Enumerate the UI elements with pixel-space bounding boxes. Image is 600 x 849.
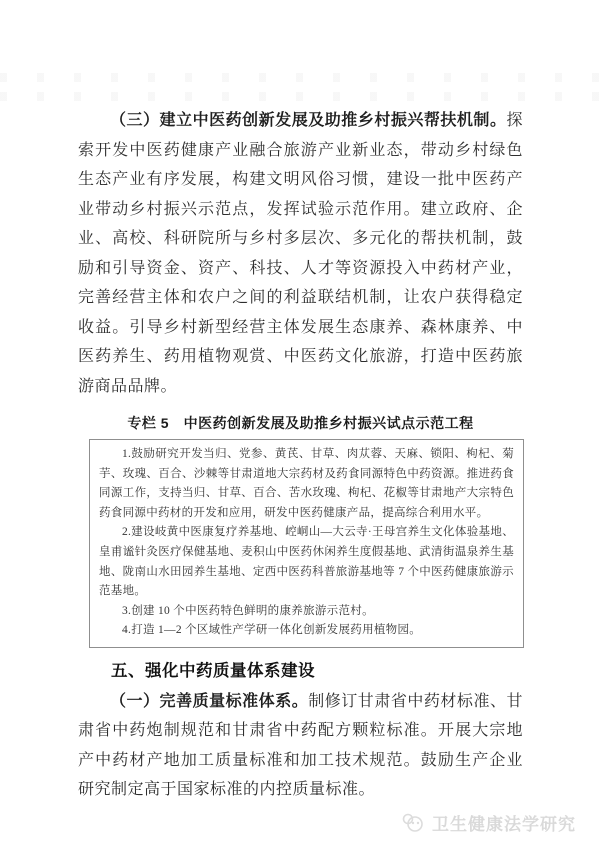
policy-box <box>89 439 524 648</box>
faint-scan-artifact-row <box>0 92 600 101</box>
para-quality <box>78 687 523 805</box>
box-item: 4.打造 1—2 个区域性产学研一体化创新发展药用植物园。 <box>122 624 422 637</box>
box-item: 1.鼓励研究开发当归、党参、黄芪、甘草、肉苁蓉、天麻、锁阳、枸杞、菊芋、玫瑰、百合、沙棘等甘肃道地大宗药材及药食同源特色中药资源。推进药食同源工作，支持当归、甘草、百合、苦水玫瑰、枸杞、花椒等甘肃地产大宗特色药食同源中药材的开发和应用，研发中医药健康产品，提高综合利用水平。 <box>99 448 514 519</box>
para-mechanism <box>78 106 523 401</box>
para-quality-lead: （一）完善质量标准体系。 <box>110 692 309 710</box>
box-title: 专栏 5 中医药创新发展及助推乡村振兴试点示范工程 <box>127 415 474 431</box>
para-mechanism-lead: （三）建立中医药创新发展及助推乡村振兴帮扶机制。 <box>110 112 507 129</box>
footer-watermark <box>400 810 576 835</box>
footer-watermark-text: 卫生健康法学研究 <box>432 815 576 834</box>
publisher-logo-icon <box>400 812 426 834</box>
section-heading: 五、强化中药质量体系建设 <box>111 661 315 680</box>
para-mechanism-body: 探索开发中医药健康产业融合旅游产业新业态，带动乡村绿色生态产业有序发展，构建文明风俗习惯，建设一批中医药产业带动乡村振兴示范点，发挥试验示范作用。建立政府、企业、高校、科研院所与乡村多层次、多元化的帮扶机制，鼓励和引导资金、资产、科技、人才等资源投入中药材产业，完善经营主体和农户之间的利益联结机制，让农户获得稳定收益。引导乡村新型经营主体发展生态康养、森林康养、中医药养生、药用植物观赏、中医药文化旅游，打造中医药旅游商品品牌。 <box>78 112 523 395</box>
box-item: 2.建设岐黄中医康复疗养基地、崆峒山—大云寺·王母宫养生文化体验基地、皇甫谧针灸医疗保健基地、麦积山中医药休闲养生度假基地、武清街温泉养生基地、陇南山水田园养生基地、定西中医药科普旅游基地等 7 个中医药健康旅游示范基地。 <box>99 526 514 598</box>
box-item: 3.创建 10 个中医药特色鲜明的康养旅游示范村。 <box>122 604 374 617</box>
faint-scan-artifact-row <box>0 73 600 82</box>
para-quality-body: 制修订甘肃省中药材标准、甘肃省中药炮制规范和甘肃省中药配方颗粒标准。开展大宗地产中药材产地加工质量标准和加工技术规范。鼓励生产企业研究制定高于国家标准的内控质量标准。 <box>78 692 523 799</box>
